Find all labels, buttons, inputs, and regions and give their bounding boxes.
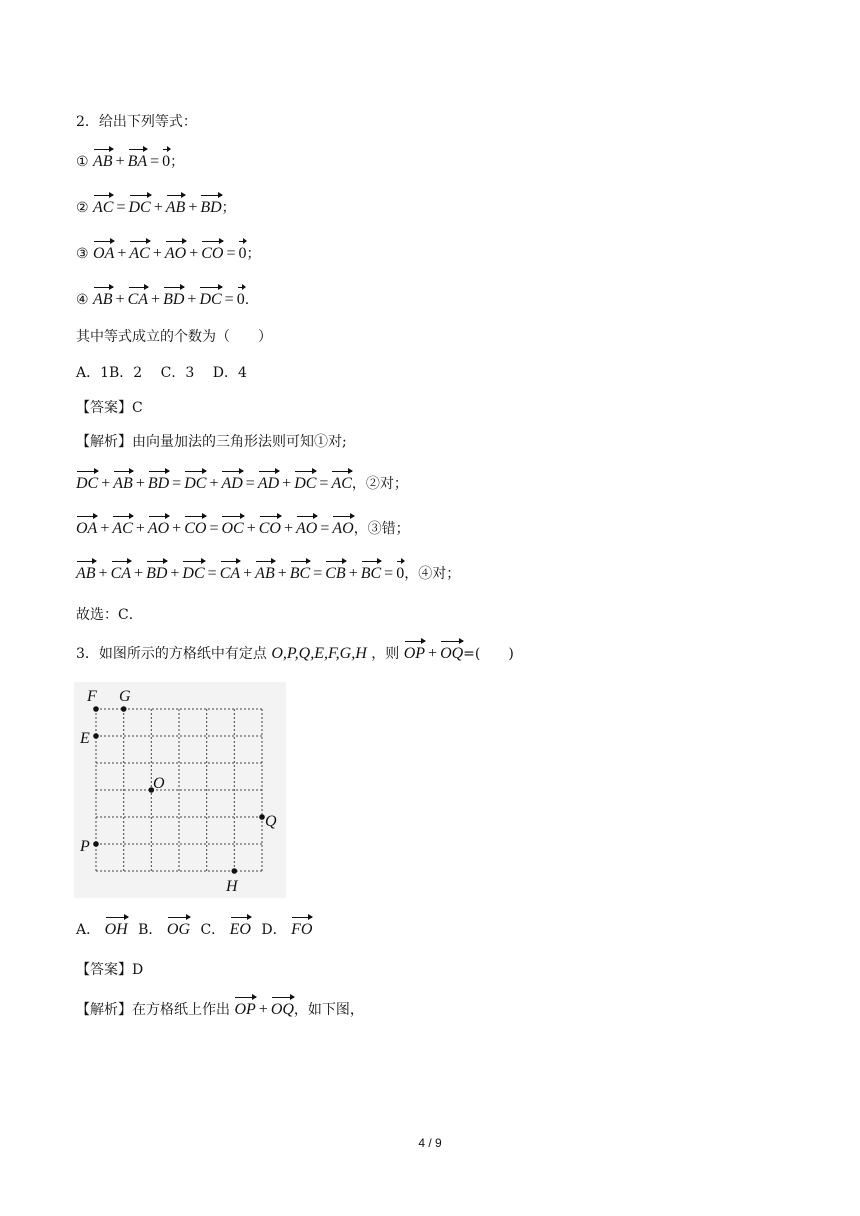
circled-one-marker: ① (76, 154, 89, 170)
label-h: H (226, 878, 238, 895)
q3-title-prefix: 3．如图所示的方格纸中有定点 (76, 646, 267, 662)
grid-figure-svg (74, 682, 286, 898)
label-p: P (80, 838, 90, 855)
q2-stem: 其中等式成立的个数为（ ） (76, 329, 272, 345)
verdict-3: ，③错； (353, 521, 410, 537)
q3-analysis: 【解析】在方格纸上作出 OP + OQ，如下图， (76, 1001, 364, 1018)
q2-derivation-2: DC + AB + BD = DC + AD = AD + DC = AC，②对； (76, 475, 408, 492)
q2-equation-2: ② AC = DC + AB + BD； (76, 199, 236, 216)
q2-equation-4: ④ AB + CA + BD + DC = 0. (76, 291, 250, 308)
q3-option-b-label: B． (138, 922, 163, 938)
q3-option-d-label: D． (261, 922, 287, 938)
verdict-4: ，④对； (404, 566, 461, 582)
verdict-2: ，②对； (351, 476, 408, 492)
q2-analysis: 【解析】由向量加法的三角形法则可知①对; (76, 434, 347, 450)
q3-option-a-label: A． (76, 922, 101, 938)
q3-title-suffix: =( ) (463, 646, 514, 662)
circled-four-marker: ④ (76, 292, 89, 308)
q3-options: A． OH B． OG C． EO D． FO (76, 921, 313, 938)
point-p (93, 841, 99, 847)
q3-option-c-label: C． (200, 922, 226, 938)
label-o: O (153, 775, 165, 792)
q3-points: O,P,Q,E,F,G,H (271, 645, 367, 662)
q2-conclusion: 故选：C． (76, 607, 143, 623)
point-g (121, 706, 127, 712)
circled-two-marker: ② (76, 200, 89, 216)
page-number: 4 / 9 (418, 1136, 442, 1150)
label-q: Q (265, 813, 277, 830)
point-e (93, 733, 99, 739)
q2-derivation-4: AB + CA + BD + DC = CA + AB + BC = CB + BC = 0，④对； (76, 565, 461, 582)
q2-answer: 【答案】C (76, 400, 143, 416)
point-q (259, 814, 265, 820)
grid-figure (74, 682, 286, 898)
label-e: E (80, 730, 90, 747)
q3-answer: 【答案】D (76, 962, 144, 978)
q3-title: 3．如图所示的方格纸中有定点 O,P,Q,E,F,G,H ，则 OP + OQ=( ) (76, 645, 514, 662)
point-f (93, 706, 99, 712)
q2-equation-1: ① AB + BA = 0； (76, 153, 185, 170)
q2-derivation-3: OA + AC + AO + CO = OC + CO + AO = AO，③错； (76, 520, 410, 537)
q2-title: 2．给出下列等式： (76, 114, 197, 130)
q3-analysis-suffix: ，如下图， (293, 1002, 364, 1018)
label-f: F (87, 688, 97, 705)
label-g: G (119, 688, 131, 705)
q2-equation-3: ③ OA + AC + AO + CO = 0； (76, 245, 261, 262)
q3-title-mid: ，则 (371, 646, 400, 662)
q2-options: A．1B．2 C．3 D．4 (76, 365, 247, 381)
q3-analysis-prefix: 【解析】在方格纸上作出 (76, 1002, 230, 1018)
circled-three-marker: ③ (76, 246, 89, 262)
point-h (232, 868, 238, 874)
